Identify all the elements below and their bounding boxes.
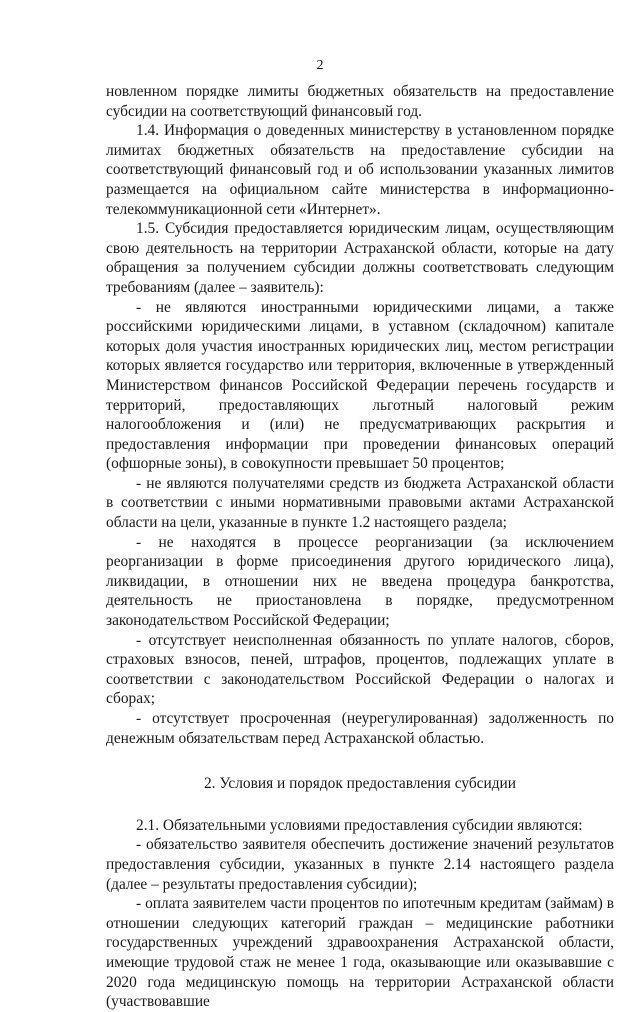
requirement-item: - отсутствует неисполненная обязанность по уплате налогов, сборов, страховых взносов, пеней, штрафов, процентов, подлежащих уплате в соответствии с законодательством Российской Федерации о налогах и сборах; bbox=[106, 631, 614, 708]
condition-item: - оплата заявителем части процентов по ипотечным кредитам (займам) в отношении следующих категорий граждан – медицинские работники государственных учреждений здравоохранения Астраханской области, имеющие трудовой стаж не менее 1 года, оказывающие или оказывавшие с 2020 года медицинскую помощь на территории Астраханской области (участвовавшие bbox=[106, 895, 614, 1011]
paragraph-continuation: новленном порядке лимиты бюджетных обязательств на предоставление субсидии на соответствующий финансовый год. bbox=[106, 83, 614, 120]
page-number: 2 bbox=[316, 58, 324, 73]
paragraph-1-5: 1.5. Субсидия предоставляется юридическим лицам, осуществляющим свою деятельность на территории Астраханской области, которые на дату обращения за получением субсидии должны соответствовать следующим требованиям (далее – заявитель): bbox=[106, 220, 614, 296]
requirement-item: - не являются иностранными юридическими лицами, а также российскими юридическими лицами, в уставном (складочном) капитале которых доля участия иностранных юридических лиц, местом регистрации которых является государство или территория, включенные в утвержденный Министерством финансов Российской Федерации перечень государств и территорий, предоставляющих льготный налоговый режим налогообложения и (или) не предусматривающих раскрытия и предоставления информации при проведении финансовых операций (офшорные зоны), в совокупности превышает 50 процентов; bbox=[106, 298, 614, 473]
document-body bbox=[106, 82, 614, 1012]
requirement-item: - отсутствует просроченная (неурегулированная) задолженность по денежным обязательствам перед Астраханской областью. bbox=[106, 710, 614, 747]
condition-item: - обязательство заявителя обеспечить достижение значений результатов предоставления субсидии, указанных в пункте 2.14 настоящего раздела (далее – результаты предоставления субсидии); bbox=[106, 836, 614, 893]
requirement-item: - не находятся в процессе реорганизации (за исключением реорганизации в форме присоединения другого юридического лица), ликвидации, в отношении них не введена процедура банкротства, деятельность не приостановлена в порядке, предусмотренном законодательством Российской Федерации; bbox=[106, 533, 614, 630]
paragraph-1-4: 1.4. Информация о доведенных министерству в установленном порядке лимитах бюджетных обязательств на предоставление субсидии на соответствующий финансовый год и об использовании указанных лимитов размещается на официальном сайте министерства в информационно-телекоммуникационной сети «Интернет». bbox=[106, 122, 614, 218]
section-heading: 2. Условия и порядок предоставления субсидии bbox=[203, 775, 517, 793]
requirement-item: - не являются получателями средств из бюджета Астраханской области в соответствии с иными нормативными правовыми актами Астраханской области на цели, указанные в пункте 1.2 настоящего раздела; bbox=[106, 474, 614, 532]
paragraph-2-1: 2.1. Обязательными условиями предоставления субсидии являются: bbox=[136, 816, 583, 834]
